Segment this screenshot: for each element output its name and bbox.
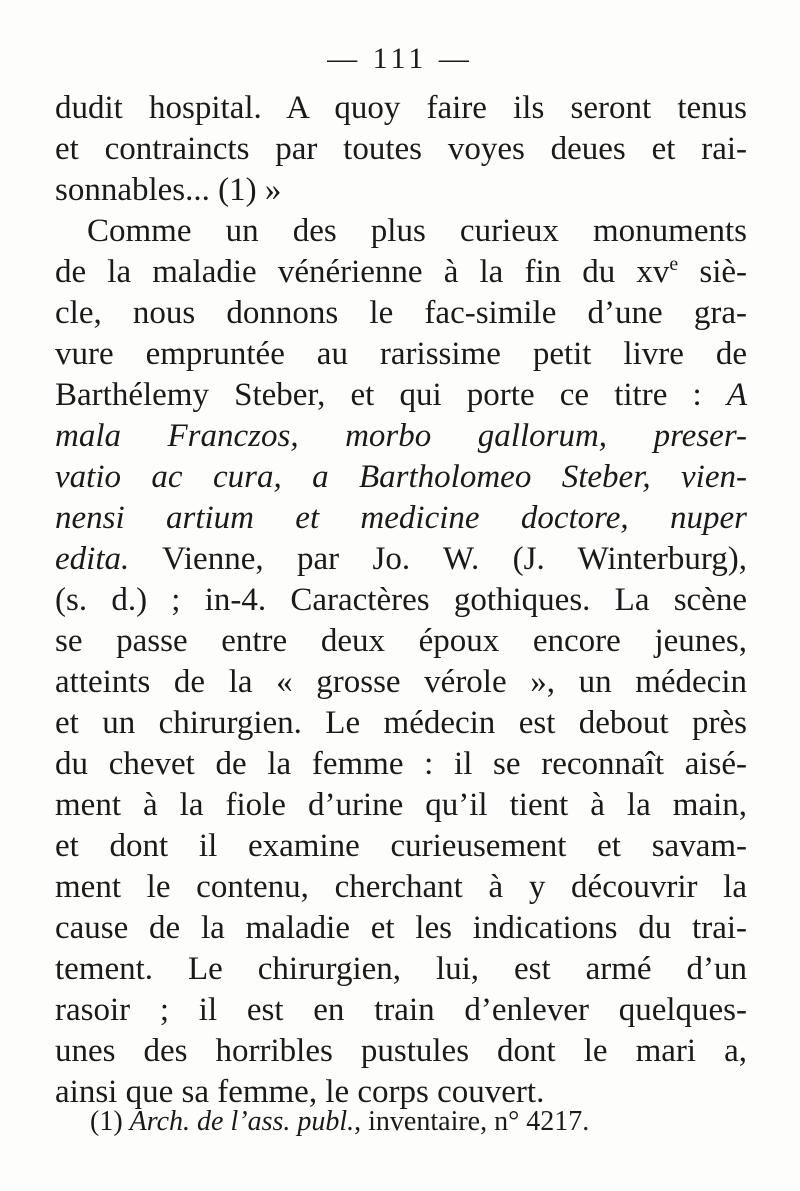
text-line: et un chirurgien. Le médecin est debout près [55, 705, 747, 741]
text-line: et dont il examine curieusement et savam- [55, 828, 747, 864]
text-line: du chevet de la femme : il se reconnaît aisé- [55, 746, 747, 782]
text-line: se passe entre deux époux encore jeunes, [55, 623, 747, 659]
text-line: Comme un des plus curieux monuments [87, 213, 747, 249]
text-line: ment à la fiole d’urine qu’il tient à la main, [55, 787, 747, 823]
italic-title-run: edita. [55, 541, 130, 577]
italic-title-line: vatio ac cura, a Bartholomeo Steber, vien- [55, 459, 747, 495]
text-line: ainsi que sa femme, le corps couvert. [55, 1074, 545, 1110]
footnote [90, 1105, 740, 1139]
text-run: de la maladie vénérienne à la fin du xv [55, 254, 670, 290]
text-line: tement. Le chirurgien, lui, est armé d’un [55, 951, 747, 987]
footnote-marker: (1) [90, 1106, 130, 1137]
text-line: vure empruntée au rarissime petit livre de [55, 336, 747, 372]
superscript: e [669, 253, 679, 275]
text-line: ment le contenu, cherchant à y découvrir la [55, 869, 747, 905]
text-run: Barthélemy Steber, et qui porte ce titre : [55, 377, 727, 413]
text-line: rasoir ; il est en train d’enlever quelques- [55, 992, 747, 1028]
footnote-source: Arch. de l’ass. publ. [129, 1106, 355, 1137]
text-line: dudit hospital. A quoy faire ils seront tenus [55, 90, 747, 126]
text-run: Vienne, par Jo. W. (J. Winterburg), [129, 541, 747, 577]
body-text [55, 88, 747, 1113]
text-line: atteints de la « grosse vérole », un médecin [55, 664, 747, 700]
text-run: siè- [678, 254, 747, 290]
footnote-text: , inventaire, n° 4217. [354, 1106, 590, 1137]
text-line: sonnables... (1) » [55, 172, 282, 208]
text-line: unes des horribles pustules dont le mari a, [55, 1033, 747, 1069]
text-line: et contraincts par toutes voyes deues et rai- [55, 131, 747, 167]
text-line [55, 252, 747, 293]
text-line: cause de la maladie et les indications du trai- [55, 910, 747, 946]
text-line: cle, nous donnons le fac-simile d’une gra- [55, 295, 747, 331]
text-line: (s. d.) ; in-4. Caractères gothiques. La scène [55, 582, 747, 618]
page-number: — 111 — [327, 42, 473, 75]
italic-title-line: mala Franczos, morbo gallorum, preser- [55, 418, 747, 454]
text-line [55, 539, 747, 580]
text-line [55, 375, 747, 416]
italic-title-run: A [726, 377, 747, 413]
italic-title-line: nensi artium et medicine doctore, nuper [55, 500, 747, 536]
